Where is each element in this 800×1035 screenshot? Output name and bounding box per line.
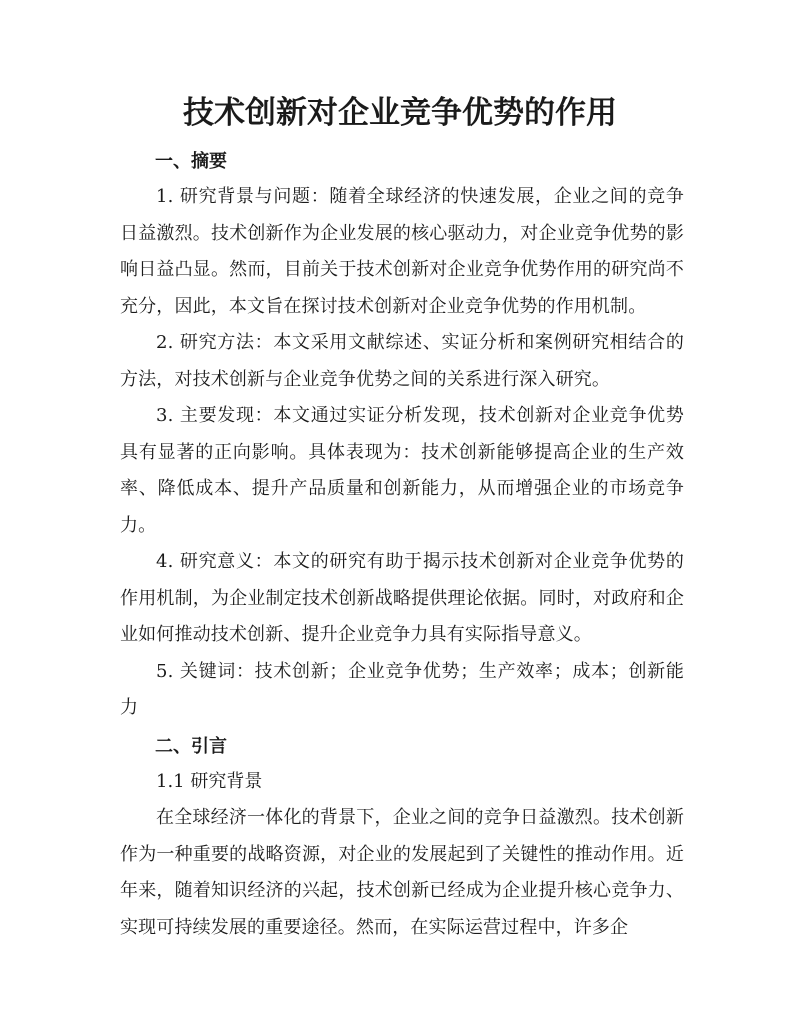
abstract-item-keywords: 5. 关键词：技术创新；企业竞争优势；生产效率；成本；创新能力 xyxy=(120,660,684,718)
document-body xyxy=(120,145,684,946)
section-heading-introduction: 二、引言 xyxy=(155,735,227,757)
subsection-heading-background: 1.1 研究背景 xyxy=(156,770,263,792)
document-title: 技术创新对企业竞争优势的作用 xyxy=(183,95,617,131)
abstract-item-findings: 3. 主要发现：本文通过实证分析发现，技术创新对企业竞争优势具有显著的正向影响。具体表现为：技术创新能够提高企业的生产效率、降低成本、提升产品质量和创新能力，从而增强企业的市场竞争力。 xyxy=(120,405,684,536)
abstract-item-background: 1. 研究背景与问题：随着全球经济的快速发展，企业之间的竞争日益激烈。技术创新作为企业发展的核心驱动力，对企业竞争优势的影响日益凸显。然而，目前关于技术创新对企业竞争优势作用的研究尚不充分，因此，本文旨在探讨技术创新对企业竞争优势的作用机制。 xyxy=(120,186,684,317)
section-heading-abstract: 一、摘要 xyxy=(155,151,227,172)
introduction-paragraph: 在全球经济一体化的背景下，企业之间的竞争日益激烈。技术创新作为一种重要的战略资源，对企业的发展起到了关键性的推动作用。近年来，随着知识经济的兴起，技术创新已经成为企业提升核心竞争力、实现可持续发展的重要途径。然而，在实际运营过程中，许多企 xyxy=(120,807,684,938)
abstract-item-method: 2. 研究方法：本文采用文献综述、实证分析和案例研究相结合的方法，对技术创新与企业竞争优势之间的关系进行深入研究。 xyxy=(120,332,684,390)
abstract-item-significance: 4. 研究意义：本文的研究有助于揭示技术创新对企业竞争优势的作用机制，为企业制定技术创新战略提供理论依据。同时，对政府和企业如何推动技术创新、提升企业竞争力具有实际指导意义。 xyxy=(120,551,684,645)
